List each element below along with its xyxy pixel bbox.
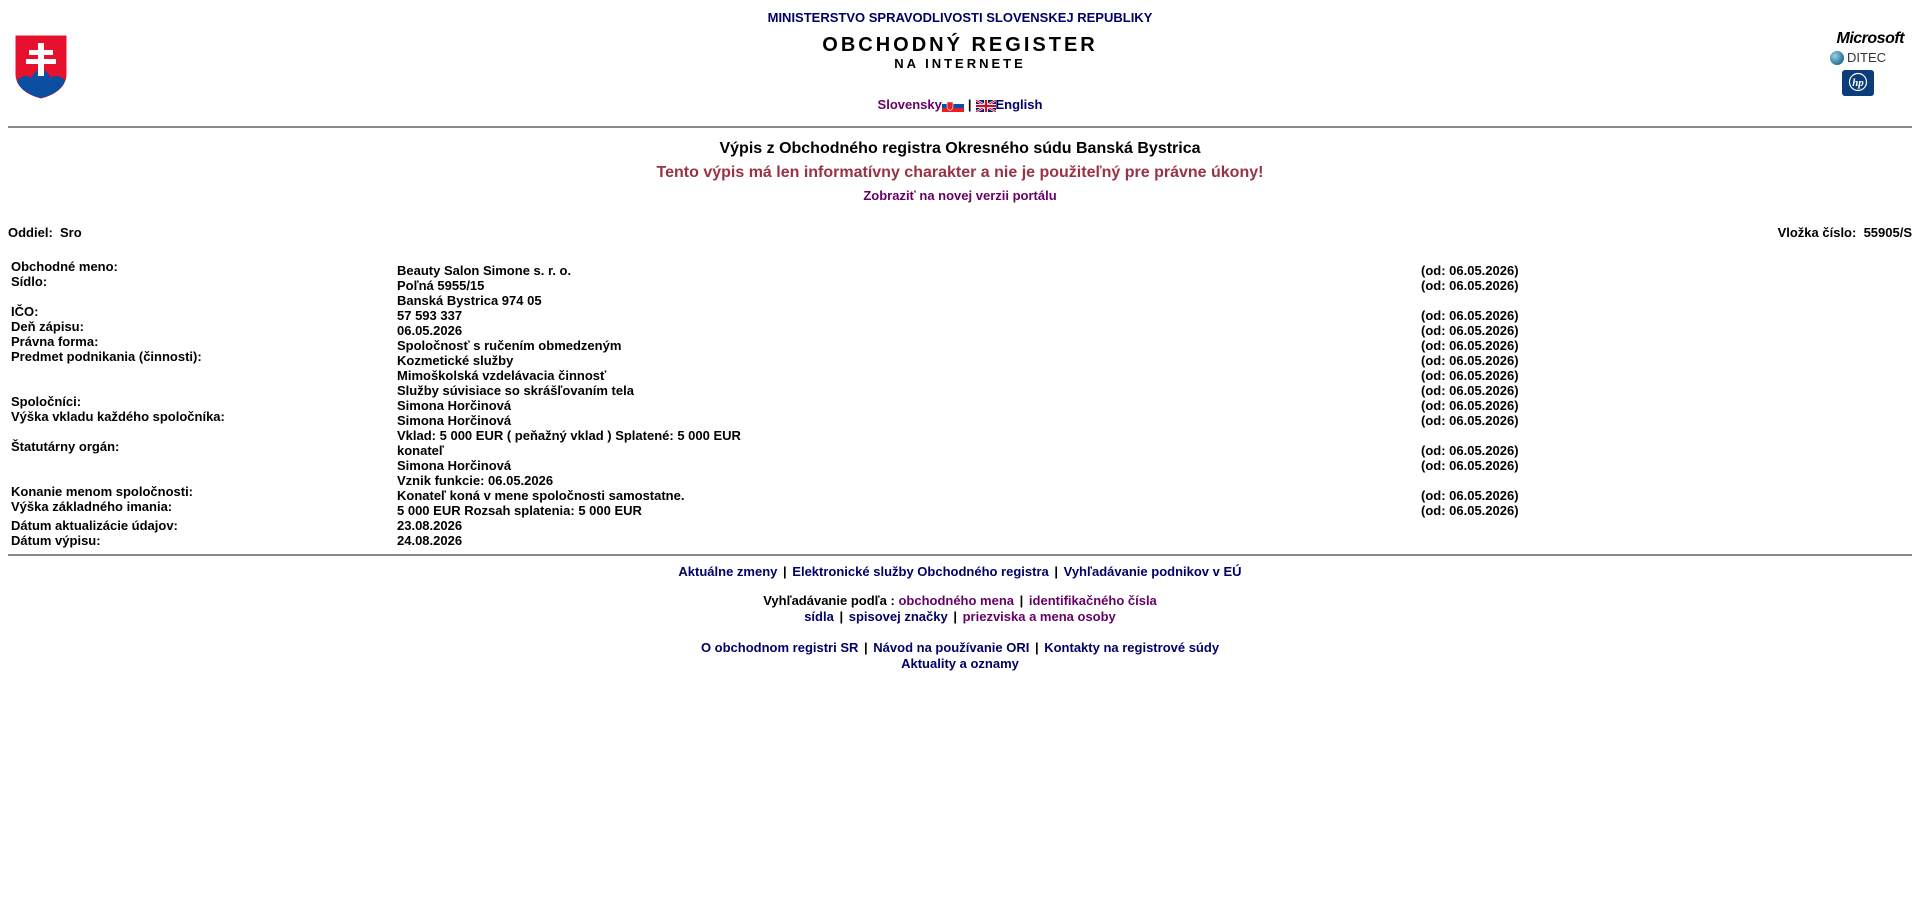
link-search-spisova[interactable]: spisovej značky	[848, 609, 948, 624]
field-value: 06.05.2026	[397, 323, 463, 338]
link-aktualne-zmeny[interactable]: Aktuálne zmeny	[678, 564, 778, 579]
register-table	[8, 259, 1912, 554]
lang-separator: |	[967, 97, 972, 112]
microsoft-logo: Microsoft	[1836, 30, 1904, 47]
field-label: Štatutárny orgán:	[11, 439, 120, 454]
field-value: Poľná 5955/15 Banská Bystrica 974 05	[397, 278, 542, 308]
lang-english-link[interactable]	[976, 97, 1043, 112]
field-value: Simona Horčinová Vznik funkcie: 06.05.2026	[397, 458, 554, 488]
field-since: (od: 06.05.2026)	[1421, 383, 1519, 398]
field-value: Kozmetické služby	[397, 353, 514, 368]
ministry-name: MINISTERSTVO SPRAVODLIVOSTI SLOVENSKEJ REPUBLIKY	[767, 10, 1153, 25]
field-value: Simona Horčinová Vklad: 5 000 EUR ( peňažný vklad ) Splatené: 5 000 EUR	[397, 413, 741, 443]
footer-info-links	[0, 640, 1920, 655]
field-since: (od: 06.05.2026)	[1421, 458, 1519, 473]
vlozka-label: Vložka číslo:	[1777, 225, 1857, 240]
link-elektronicke-sluzby[interactable]: Elektronické služby Obchodného registra	[792, 564, 1049, 579]
hp-logo-icon	[1841, 69, 1875, 97]
row-vypis	[8, 533, 1912, 554]
field-label: Dátum aktualizácie údajov:	[11, 518, 178, 533]
row-predmet-2	[8, 368, 1912, 383]
footer-divider	[8, 554, 1912, 556]
lang-slovak-link[interactable]	[878, 97, 964, 112]
field-value: konateľ	[397, 443, 444, 458]
field-label: Obchodné meno:	[11, 259, 118, 274]
field-value: Konateľ koná v mene spoločnosti samostatne.	[397, 488, 685, 503]
field-label: Konanie menom spoločnosti:	[11, 484, 194, 499]
link-vyhladavanie-eu[interactable]: Vyhľadávanie podnikov v EÚ	[1063, 564, 1242, 579]
field-label: Deň zápisu:	[11, 319, 84, 334]
extract-heading	[0, 140, 1920, 203]
lang-english-label: English	[995, 97, 1043, 112]
footer-links-main	[0, 564, 1920, 579]
extract-title: Výpis z Obchodného registra Okresného súdu Banská Bystrica	[719, 140, 1201, 157]
ditec-label: DITEC	[1847, 50, 1886, 65]
link-separator: |	[864, 640, 868, 655]
search-by-label: Vyhľadávanie podľa :	[763, 593, 895, 608]
link-separator: |	[1034, 640, 1039, 655]
link-search-sidlo[interactable]: sídla	[804, 609, 834, 624]
field-value: Spoločnosť s ručením obmedzeným	[397, 338, 622, 353]
lang-slovak-label: Slovensky	[877, 97, 942, 112]
page-subtitle: NA INTERNETE	[894, 56, 1026, 71]
row-predmet-1	[8, 353, 1912, 368]
row-imanie	[8, 503, 1912, 518]
field-since: (od: 06.05.2026)	[1421, 413, 1519, 428]
link-search-name[interactable]: obchodného mena	[898, 593, 1015, 608]
field-since: (od: 06.05.2026)	[1421, 338, 1519, 353]
ditec-logo	[1808, 50, 1908, 65]
field-since: (od: 06.05.2026)	[1421, 308, 1519, 323]
page-title: OBCHODNÝ REGISTER	[822, 34, 1098, 56]
field-since: (od: 06.05.2026)	[1421, 503, 1519, 518]
link-search-ico[interactable]: identifikačného čísla	[1028, 593, 1157, 608]
field-since: (od: 06.05.2026)	[1421, 263, 1519, 278]
section-info	[0, 225, 1920, 245]
field-since: (od: 06.05.2026)	[1421, 398, 1519, 413]
field-value: Simona Horčinová	[397, 398, 512, 413]
language-switcher	[0, 97, 1920, 112]
field-since: (od: 06.05.2026)	[1421, 488, 1519, 503]
link-separator: |	[839, 609, 844, 624]
link-search-osoba[interactable]: priezviska a mena osoby	[962, 609, 1116, 624]
field-label: Právna forma:	[11, 334, 99, 349]
oddiel	[8, 225, 82, 240]
row-aktualizacia	[8, 518, 1912, 533]
field-value: Služby súvisiace so skrášľovaním tela	[397, 383, 634, 398]
link-o-registri[interactable]: O obchodnom registri SR	[700, 640, 859, 655]
field-label: Dátum výpisu:	[11, 533, 101, 548]
footer-search-2	[0, 609, 1920, 624]
field-since: (od: 06.05.2026)	[1421, 323, 1519, 338]
field-since: (od: 06.05.2026)	[1421, 368, 1519, 383]
field-since: (od: 06.05.2026)	[1421, 443, 1519, 458]
footer-search	[0, 593, 1920, 608]
link-separator: |	[1054, 564, 1059, 579]
field-value: Beauty Salon Simone s. r. o.	[397, 263, 572, 278]
link-separator: |	[953, 609, 957, 624]
field-label: IČO:	[11, 304, 39, 319]
sponsor-logos	[1808, 30, 1908, 100]
header-divider	[8, 126, 1912, 128]
new-portal-link[interactable]: Zobraziť na novej verzii portálu	[863, 188, 1057, 203]
link-separator: |	[783, 564, 787, 579]
row-statutarny-1	[8, 443, 1912, 458]
field-value: 23.08.2026	[397, 518, 463, 533]
oddiel-label: Oddiel:	[8, 225, 53, 240]
field-label: Sídlo:	[11, 274, 48, 289]
field-value: 5 000 EUR Rozsah splatenia: 5 000 EUR	[397, 503, 642, 518]
vlozka-value: 55905/S	[1863, 225, 1912, 240]
field-value: Mimoškolská vzdelávacia činnosť	[397, 368, 607, 383]
link-separator: |	[1019, 593, 1024, 608]
field-value: 24.08.2026	[397, 533, 463, 548]
field-label: Predmet podnikania (činnosti):	[11, 349, 202, 364]
link-navod[interactable]: Návod na používanie ORI	[873, 640, 1030, 655]
header-titles	[0, 10, 1920, 112]
page-header	[0, 0, 1920, 126]
link-aktuality[interactable]: Aktuality a oznamy	[901, 656, 1019, 671]
field-label: Výška základného imania:	[11, 499, 173, 514]
field-value: 57 593 337	[397, 308, 463, 323]
hp-logo-text: hp	[1852, 77, 1864, 89]
field-since: (od: 06.05.2026)	[1421, 278, 1519, 293]
footer	[0, 564, 1920, 671]
extract-warning: Tento výpis má len informatívny charakter a nie je použiteľný pre právne úkony!	[656, 164, 1264, 181]
link-kontakty[interactable]: Kontakty na registrové súdy	[1044, 640, 1220, 655]
ditec-globe-icon	[1830, 51, 1844, 65]
oddiel-value: Sro	[60, 225, 82, 240]
field-label: Spoločníci:	[11, 394, 82, 409]
uk-flag-icon	[976, 100, 996, 112]
field-since: (od: 06.05.2026)	[1421, 353, 1519, 368]
slovak-flag-icon	[942, 100, 964, 112]
field-label: Výška vkladu každého spoločníka:	[11, 409, 225, 424]
vlozka	[1778, 225, 1912, 240]
